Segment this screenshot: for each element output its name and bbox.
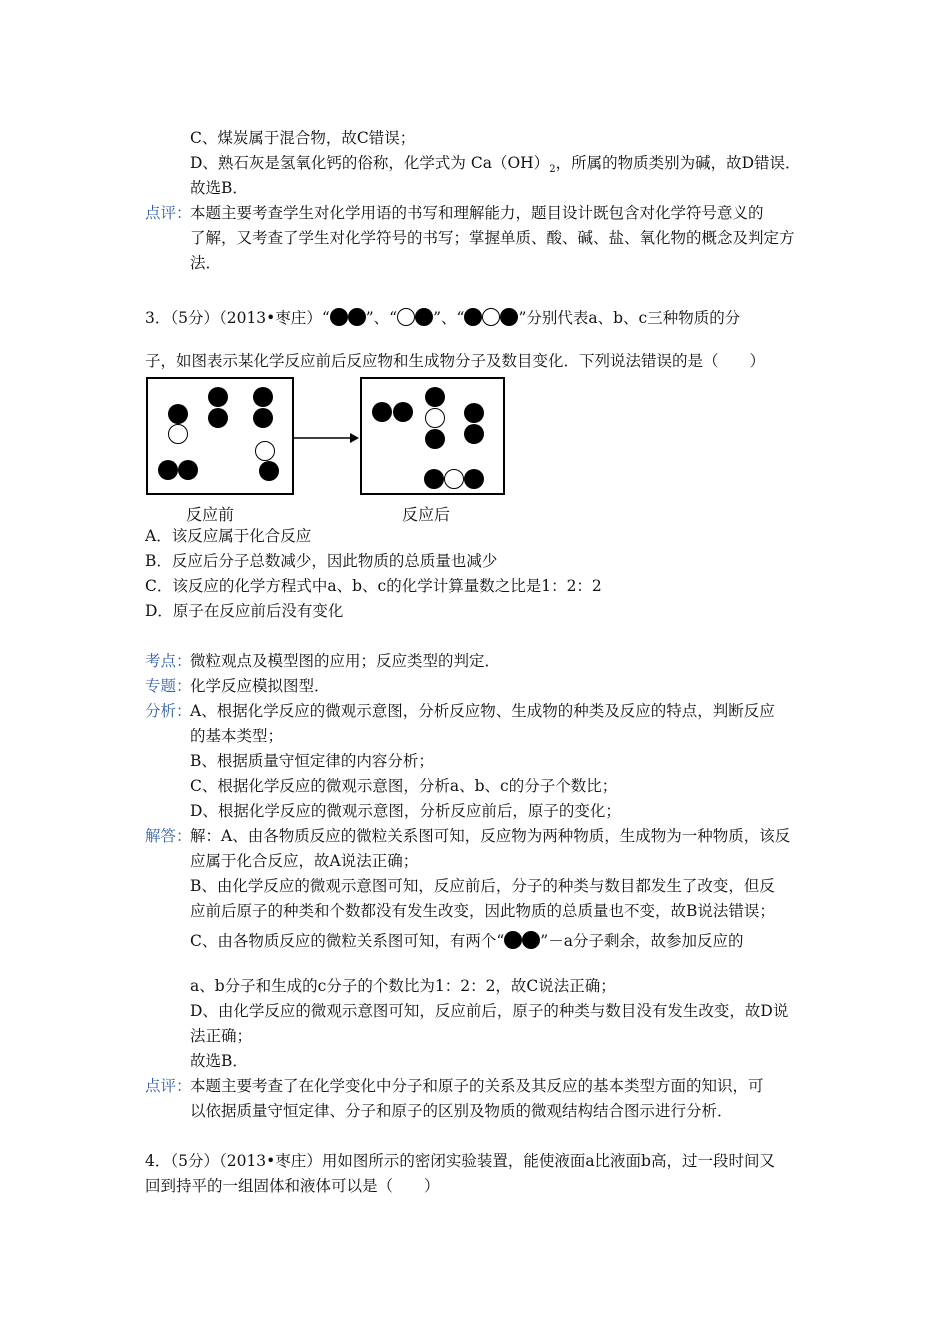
option-d: D．原子在反应前后没有变化: [145, 602, 344, 620]
jieda-line-4: 应前后原子的种类和个数都没有发生改变，因此物质的总质量也不变，故B说法错误；: [190, 902, 775, 920]
q3-stem-line-1: 3．（5分）（2013•枣庄）“ ”、“ ”、“ ”分别代表a、b、c三种物质的分: [145, 309, 741, 327]
kaodian-label: 考点：: [145, 652, 192, 670]
jieda-line-8: 故选B．: [190, 1052, 248, 1070]
reaction-arrow-icon: [294, 430, 360, 446]
fenxi-line-3: B、根据质量守恒定律的内容分析；: [190, 752, 434, 770]
after-reaction-box: [360, 377, 505, 495]
zhuanti-text: 化学反应模拟图型．: [190, 677, 330, 695]
jieda-line-c: C、由各物质反应的微粒关系图可知，有两个“ ”－a分子剩余，故参加反应的: [190, 932, 744, 950]
q4-stem-line-2: 回到持平的一组固体和液体可以是（ ）: [145, 1177, 440, 1195]
jieda-line-5: a、b分子和生成的c分子的个数比为1：2：2，故C说法正确；: [190, 977, 616, 995]
caption-before: 反应前: [186, 505, 235, 524]
q3-comment-line-2: 以依据质量守恒定律、分子和原子的区别及物质的微观结构结合图示进行分析．: [190, 1102, 733, 1120]
q3-comment-line-1: 本题主要考查了在化学变化中分子和原子的关系及其反应的基本类型方面的知识，可: [190, 1077, 764, 1095]
option-c: C．该反应的化学方程式中a、b、c的化学计算量数之比是1：2：2: [145, 577, 602, 595]
prev-choice: 故选B．: [190, 179, 248, 197]
option-a: A．该反应属于化合反应: [145, 527, 312, 545]
option-b: B．反应后分子总数减少，因此物质的总质量也减少: [145, 552, 498, 570]
prev-comment-label: 点评：: [145, 204, 192, 222]
jieda-line-2: 应属于化合反应，故A说法正确；: [190, 852, 419, 870]
before-reaction-box: [146, 377, 294, 495]
q3-comment-label: 点评：: [145, 1077, 192, 1095]
prev-comment-line-2: 了解，又考查了学生对化学符号的书写；掌握单质、酸、碱、盐、氧化物的概念及判定方: [190, 229, 795, 247]
molecule-a-icon: [504, 930, 540, 952]
prev-comment-line-3: 法．: [190, 254, 222, 272]
jieda-line-1: 解：A、由各物质反应的微粒关系图可知，反应物为两种物质，生成物为一种物质，该反: [190, 827, 791, 845]
caption-after: 反应后: [402, 505, 451, 524]
molecule-b-icon: [397, 307, 433, 329]
fenxi-line-2: 的基本类型；: [190, 727, 284, 745]
molecule-a-icon: [330, 307, 366, 329]
q4-stem-line-1: 4．（5分）（2013•枣庄）用如图所示的密闭实验装置，能使液面a比液面b高，过一段时间又: [145, 1152, 775, 1170]
fenxi-line-4: C、根据化学反应的微观示意图，分析a、b、c的分子个数比；: [190, 777, 618, 795]
jieda-line-3: B、由化学反应的微观示意图可知，反应前后，分子的种类与数目都发生了改变，但反: [190, 877, 775, 895]
jieda-label: 解答：: [145, 827, 192, 845]
fenxi-line-5: D、根据化学反应的微观示意图，分析反应前后，原子的变化；: [190, 802, 621, 820]
prev-comment-line-1: 本题主要考查学生对化学用语的书写和理解能力，题目设计既包含对化学符号意义的: [190, 204, 764, 222]
q3-stem-line-2: 子，如图表示某化学反应前后反应物和生成物分子及数目变化．下列说法错误的是（ ）: [145, 352, 766, 370]
prev-option-c: C、煤炭属于混合物，故C错误；: [190, 129, 416, 147]
fenxi-label: 分析：: [145, 702, 192, 720]
jieda-line-7: 法正确；: [190, 1027, 253, 1045]
zhuanti-label: 专题：: [145, 677, 192, 695]
molecule-c-icon: [464, 307, 518, 329]
kaodian-text: 微粒观点及模型图的应用；反应类型的判定．: [190, 652, 501, 670]
prev-option-d: D、熟石灰是氢氧化钙的俗称，化学式为 $Ca(OH)_2$，所属的物质类别为碱，故D错误．: [190, 154, 801, 176]
fenxi-line-1: A、根据化学反应的微观示意图，分析反应物、生成物的种类及反应的特点，判断反应: [190, 702, 775, 720]
jieda-line-6: D、由化学反应的微观示意图可知，反应前后，原子的种类与数目没有发生改变，故D说: [190, 1002, 789, 1020]
